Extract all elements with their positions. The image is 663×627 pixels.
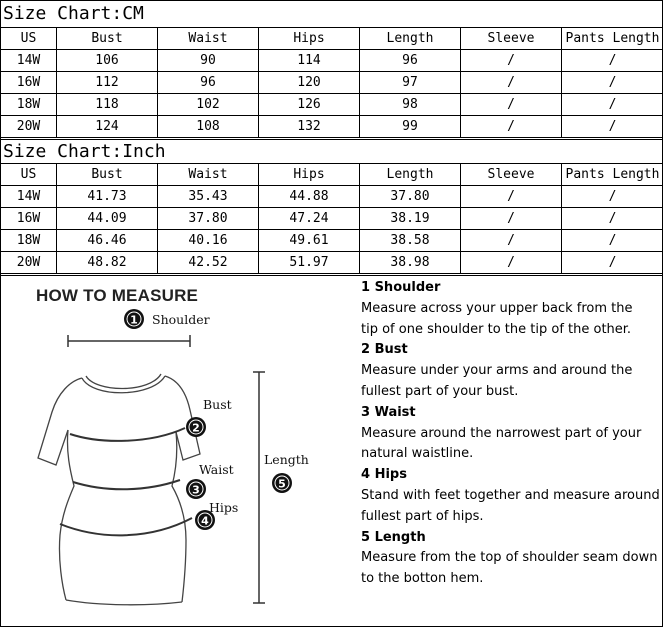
- instruction-text: Measure across your upper back from the tip of one shoulder to the tip of the other.: [361, 300, 633, 337]
- table-cell: 14W: [1, 186, 57, 208]
- shoulder-label: Shoulder: [152, 312, 210, 327]
- marker-shoulder-icon: [124, 309, 144, 329]
- measure-lines: [60, 428, 192, 535]
- inch-chart-title: Size Chart:Inch: [3, 141, 166, 162]
- table-cell: /: [562, 50, 663, 72]
- table-cell: 47.24: [259, 208, 360, 230]
- table-cell: 18W: [1, 230, 57, 252]
- instruction-text: Measure from the top of shoulder seam down to the botton hem.: [361, 550, 658, 587]
- table-cell: 51.97: [259, 252, 360, 274]
- table-cell: 38.19: [360, 208, 461, 230]
- length-label: Length: [264, 452, 309, 467]
- svg-text:4: 4: [201, 514, 209, 528]
- header-cell: Hips: [259, 164, 360, 186]
- table-cell: 120: [259, 72, 360, 94]
- header-cell: Hips: [259, 28, 360, 50]
- table-cell: 16W: [1, 208, 57, 230]
- table-cell: 48.82: [57, 252, 158, 274]
- table-cell: 96: [158, 72, 259, 94]
- header-cell: Pants Length: [562, 164, 663, 186]
- measure-instructions: [361, 278, 661, 590]
- instruction-text: Measure under your arms and around the fullest part of your bust.: [361, 363, 633, 399]
- table-cell: /: [461, 208, 562, 230]
- header-cell: Sleeve: [461, 28, 562, 50]
- table-cell: 42.52: [158, 252, 259, 274]
- cm-size-table: [0, 27, 663, 138]
- svg-text:2: 2: [192, 421, 200, 435]
- table-cell: 49.61: [259, 230, 360, 252]
- header-cell: Pants Length: [562, 28, 663, 50]
- divider: [0, 0, 663, 1]
- table-cell: /: [461, 252, 562, 274]
- instruction-heading: 4 Hips: [361, 467, 407, 483]
- header-cell: Waist: [158, 28, 259, 50]
- table-cell: 124: [57, 116, 158, 138]
- table-row: [1, 186, 663, 208]
- table-row: [1, 72, 663, 94]
- table-cell: 112: [57, 72, 158, 94]
- table-cell: 44.88: [259, 186, 360, 208]
- table-cell: /: [461, 94, 562, 116]
- table-cell: 35.43: [158, 186, 259, 208]
- cm-header-row: [1, 28, 663, 50]
- table-cell: 44.09: [57, 208, 158, 230]
- dress-measure-illustration: [0, 276, 357, 626]
- header-cell: US: [1, 28, 57, 50]
- table-cell: /: [562, 186, 663, 208]
- svg-text:3: 3: [192, 483, 200, 497]
- inch-header-row: [1, 164, 663, 186]
- header-cell: Length: [360, 164, 461, 186]
- instruction-heading: 3 Waist: [361, 404, 416, 420]
- table-cell: /: [562, 208, 663, 230]
- marker-waist-icon: [186, 479, 206, 499]
- table-cell: /: [461, 230, 562, 252]
- marker-length-icon: [272, 473, 292, 493]
- instruction-heading: 2 Bust: [361, 342, 408, 358]
- table-cell: 118: [57, 94, 158, 116]
- cm-chart-title: Size Chart:CM: [3, 3, 144, 24]
- header-cell: Sleeve: [461, 164, 562, 186]
- bust-label: Bust: [203, 397, 232, 412]
- table-row: [1, 94, 663, 116]
- table-cell: /: [562, 252, 663, 274]
- table-cell: /: [562, 230, 663, 252]
- table-cell: /: [562, 116, 663, 138]
- table-row: [1, 50, 663, 72]
- table-cell: 99: [360, 116, 461, 138]
- table-cell: 37.80: [158, 208, 259, 230]
- header-cell: Waist: [158, 164, 259, 186]
- table-cell: /: [562, 94, 663, 116]
- table-cell: 38.58: [360, 230, 461, 252]
- table-cell: /: [461, 116, 562, 138]
- svg-text:1: 1: [130, 313, 138, 327]
- table-cell: 96: [360, 50, 461, 72]
- table-cell: 108: [158, 116, 259, 138]
- table-row: [1, 116, 663, 138]
- table-cell: 20W: [1, 116, 57, 138]
- instruction-text: Measure around the narrowest part of your natural waistline.: [361, 425, 642, 462]
- table-cell: 20W: [1, 252, 57, 274]
- table-cell: 102: [158, 94, 259, 116]
- svg-text:5: 5: [278, 477, 286, 491]
- table-cell: 37.80: [360, 186, 461, 208]
- table-cell: 90: [158, 50, 259, 72]
- header-cell: Bust: [57, 28, 158, 50]
- table-cell: 106: [57, 50, 158, 72]
- table-cell: 18W: [1, 94, 57, 116]
- table-cell: 14W: [1, 50, 57, 72]
- instruction-heading: 1 Shoulder: [361, 280, 441, 295]
- header-cell: US: [1, 164, 57, 186]
- table-cell: 126: [259, 94, 360, 116]
- header-cell: Length: [360, 28, 461, 50]
- instruction-heading: 5 Length: [361, 529, 426, 545]
- table-cell: 132: [259, 116, 360, 138]
- table-row: [1, 252, 663, 274]
- table-cell: 114: [259, 50, 360, 72]
- how-to-measure-title: HOW TO MEASURE: [36, 286, 199, 305]
- table-cell: 41.73: [57, 186, 158, 208]
- table-cell: /: [562, 72, 663, 94]
- table-cell: /: [461, 50, 562, 72]
- table-cell: 97: [360, 72, 461, 94]
- table-cell: /: [461, 72, 562, 94]
- header-cell: Bust: [57, 164, 158, 186]
- divider: [0, 139, 663, 140]
- inch-size-table: [0, 163, 663, 274]
- hips-label: Hips: [209, 500, 239, 515]
- table-cell: 40.16: [158, 230, 259, 252]
- waist-label: Waist: [199, 462, 234, 477]
- table-cell: /: [461, 186, 562, 208]
- marker-bust-icon: [186, 417, 206, 437]
- table-cell: 38.98: [360, 252, 461, 274]
- table-row: [1, 208, 663, 230]
- table-cell: 16W: [1, 72, 57, 94]
- table-cell: 98: [360, 94, 461, 116]
- instruction-text: Stand with feet together and measure around fullest part of hips.: [361, 487, 660, 524]
- table-cell: 46.46: [57, 230, 158, 252]
- table-row: [1, 230, 663, 252]
